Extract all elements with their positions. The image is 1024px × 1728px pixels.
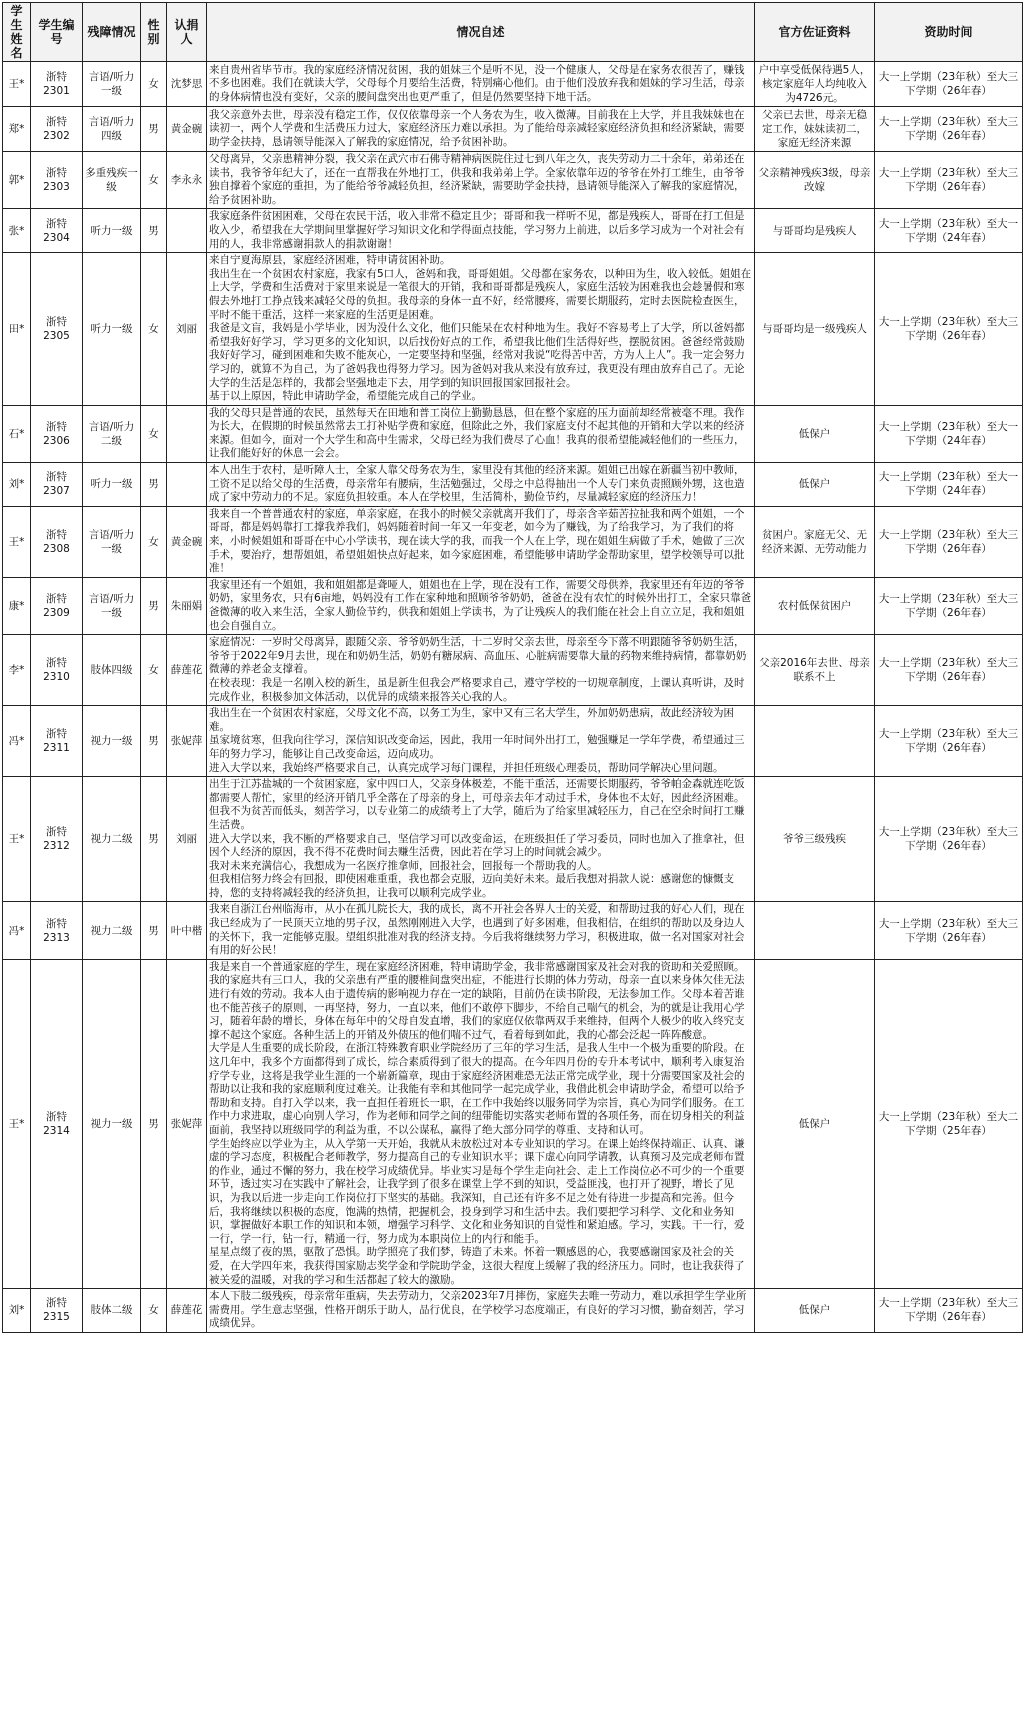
description-paragraph: 我的父母只是普通的农民，虽然每天在田地和普工岗位上勤勤恳恳，但在整个家庭的压力面前却经常被毫不理。我作为长大，在假期的时候虽然常去工打补贴学费和家庭，但除此之外，我们家庭支付不起其他的开销和大学以来的经济来源。但如今，面对一个大学生和高中生需求，父母已经为我们费尽了心血！我真的很希望能减轻他们的一些压力，让我们能好好的休息一会会。 bbox=[209, 406, 745, 460]
donor-name: 黄金碗 bbox=[167, 506, 207, 577]
self-description bbox=[207, 62, 755, 107]
description-paragraph: 家庭情况：一岁时父母离异，跟随父亲、爷爷奶奶生活，十二岁时父亲去世，母亲至今下落不明跟随爷爷奶奶生活，爷爷于2022年9月去世，现在和奶奶生活，奶奶有糖尿病、高血压、心脏病需要靠大量的药物来维持病情，都靠奶奶微薄的养老金支撑着。 bbox=[209, 636, 747, 676]
official-proof: 父亲精神残疾3级，母亲改嫁 bbox=[755, 152, 875, 209]
official-proof: 户中享受低保待遇5人，核定家庭年人均纯收入为4726元。 bbox=[755, 62, 875, 107]
header-donor: 认捐人 bbox=[167, 3, 207, 62]
official-proof: 父亲2016年去世、母亲联系不上 bbox=[755, 635, 875, 706]
donor-name bbox=[167, 209, 207, 253]
self-description bbox=[207, 463, 755, 507]
official-proof: 爷爷三级残疾 bbox=[755, 777, 875, 902]
table-row bbox=[3, 152, 1023, 209]
funding-period: 大一上学期（23年秋）至大三下学期（26年春） bbox=[875, 777, 1023, 902]
student-id: 浙特2304 bbox=[31, 209, 83, 253]
donor-name bbox=[167, 405, 207, 462]
funding-period: 大一上学期（23年秋）至大三下学期（26年春） bbox=[875, 902, 1023, 959]
description-paragraph: 星星点缀了夜的黑，驱散了恐惧。助学照亮了我们梦，铸造了未来。怀着一颗感恩的心，我要感谢国家及社会的关爱，在大学四年来，我获得国家励志奖学金和学院助学金，这很大程度上缓解了我的经济压力。同时，也让我获得了被关爱的温暖，对我的学习和生活都起了较大的激励。 bbox=[209, 1246, 745, 1286]
disability-status: 肢体二级 bbox=[83, 1289, 141, 1333]
official-proof: 低保户 bbox=[755, 463, 875, 507]
gender: 男 bbox=[141, 902, 167, 959]
student-name: 李* bbox=[3, 635, 31, 706]
funding-period: 大一上学期（23年秋）至大三下学期（26年春） bbox=[875, 152, 1023, 209]
description-paragraph: 我来自一个普普通农村的家庭，单亲家庭，在我小的时候父亲就离开我们了，母亲含辛茹苦拉扯我和两个姐姐，一个哥哥，都是妈妈靠打工撑我养我们，妈妈随着时间一年又一年变老，如今为了赚钱，为了给我学习，为了我们的将来，小时候姐姐和哥哥在中心小学读书，现在读大学的我，而我一个人在上学，现在姐姐生病做了手术，她做了三次手术，要治疗，想帮姐姐，希望姐姐快点好起来，如今家庭困难，希望能够申请助学金帮助家里，望学校领导可以批准！ bbox=[209, 507, 745, 575]
student-name: 王* bbox=[3, 959, 31, 1288]
self-description bbox=[207, 405, 755, 462]
donor-name: 薛莲花 bbox=[167, 635, 207, 706]
self-description bbox=[207, 902, 755, 959]
student-id: 浙特2308 bbox=[31, 506, 83, 577]
disability-status: 视力二级 bbox=[83, 777, 141, 902]
official-proof: 低保户 bbox=[755, 959, 875, 1288]
self-description bbox=[207, 635, 755, 706]
sponsorship-table bbox=[2, 2, 1023, 1333]
student-id: 浙特2303 bbox=[31, 152, 83, 209]
gender: 男 bbox=[141, 777, 167, 902]
self-description bbox=[207, 577, 755, 634]
description-paragraph: 我来自浙江台州临海市，从小在孤儿院长大，我的成长，离不开社会各界人士的关爱，和帮助过我的好心人们，现在我已经成为了一民顶天立地的男子汉，虽然刚刚进入大学，也遇到了好多困难，但我相信，在组织的帮助以及身边人的关怀下，我一定能够克服。望组织批准对我的经济支持。今后我将继续努力学习，积极进取，做一名对国家对社会有用的好公民！ bbox=[209, 903, 745, 957]
official-proof: 与哥哥均是残疾人 bbox=[755, 209, 875, 253]
table-row bbox=[3, 253, 1023, 406]
disability-status: 言语/听力四级 bbox=[83, 107, 141, 152]
self-description bbox=[207, 209, 755, 253]
gender: 女 bbox=[141, 635, 167, 706]
table-row bbox=[3, 62, 1023, 107]
disability-status: 多重残疾一级 bbox=[83, 152, 141, 209]
self-description bbox=[207, 959, 755, 1288]
description-paragraph: 来自宁夏海原县，家庭经济困难，特申请贫困补助。 bbox=[209, 254, 451, 267]
student-id: 浙特2315 bbox=[31, 1289, 83, 1333]
description-paragraph: 进入大学以来，我始终严格要求自己，认真完成学习每门课程，并担任班级心理委员，帮助同学解决心里问题。 bbox=[209, 761, 724, 774]
table-row bbox=[3, 209, 1023, 253]
donor-name bbox=[167, 463, 207, 507]
table-row bbox=[3, 706, 1023, 777]
table-row bbox=[3, 107, 1023, 152]
donor-name: 张妮萍 bbox=[167, 959, 207, 1288]
official-proof bbox=[755, 902, 875, 959]
table-row bbox=[3, 1289, 1023, 1333]
funding-period: 大一上学期（23年秋）至大一下学期（24年春） bbox=[875, 405, 1023, 462]
self-description bbox=[207, 777, 755, 902]
disability-status: 视力一级 bbox=[83, 706, 141, 777]
table-row bbox=[3, 405, 1023, 462]
header-funding-period: 资助时间 bbox=[875, 3, 1023, 62]
header-official-proof: 官方佐证资料 bbox=[755, 3, 875, 62]
gender: 男 bbox=[141, 463, 167, 507]
funding-period: 大一上学期（23年秋）至大三下学期（26年春） bbox=[875, 62, 1023, 107]
funding-period: 大一上学期（23年秋）至大三下学期（26年春） bbox=[875, 1289, 1023, 1333]
gender: 男 bbox=[141, 107, 167, 152]
disability-status: 视力一级 bbox=[83, 959, 141, 1288]
funding-period: 大一上学期（23年秋）至大二下学期（25年春） bbox=[875, 959, 1023, 1288]
funding-period: 大一上学期（23年秋）至大三下学期（26年春） bbox=[875, 107, 1023, 152]
description-paragraph: 本人出生于农村，是听障人士，全家人靠父母务农为生，家里没有其他的经济来源。姐姐已出嫁在新疆当初中教师，工资不足以给父母的生活费，母亲常年有腰病，生活勉强过，父母之中总得抽出一个人专门来负责照顾外甥，这也造成了家中劳动力的不足。家庭负担较重。本人在学校里，生活简朴，勤俭节约，尽量减轻家庭的经济压力！ bbox=[209, 464, 745, 504]
student-id: 浙特2312 bbox=[31, 777, 83, 902]
student-id: 浙特2307 bbox=[31, 463, 83, 507]
student-name: 王* bbox=[3, 777, 31, 902]
description-paragraph: 来自贵州省毕节市。我的家庭经济情况贫困，我的姐妹三个是听不见，没一个健康人，父母是在家务农很苦了，赚钱不多也困难。我们在就读大学，父母每个月要给生活费，特别痛心他们。由于他们没放弃我和姐妹的学习生活，母亲的身体病情也没有变好，父亲的腰间盘突出也更严重了，但是仍然要坚持下地干活。 bbox=[209, 63, 745, 103]
official-proof: 农村低保贫困户 bbox=[755, 577, 875, 634]
official-proof: 低保户 bbox=[755, 405, 875, 462]
description-paragraph: 出生于江苏盐城的一个贫困家庭，家中四口人，父亲身体极差，不能干重活，还需要长期服药，爷爷帕金森就连吃饭都需要人帮忙，家里的经济开销几乎全落在了母亲的身上，可母亲去年才动过手术，身体也不太好，因此经济困难。 bbox=[209, 778, 745, 804]
funding-period: 大一上学期（23年秋）至大三下学期（26年春） bbox=[875, 506, 1023, 577]
description-paragraph: 我出生在一个贫困农村家庭，父母文化不高，以务工为生，家中又有三名大学生，外加奶奶患病，故此经济较为困难。 bbox=[209, 707, 734, 733]
funding-period: 大一上学期（23年秋）至大三下学期（26年春） bbox=[875, 706, 1023, 777]
description-paragraph: 我父亲意外去世，母亲没有稳定工作，仅仅依靠母亲一个人务农为生，收入微薄。目前我在上大学，并且我妹妹也在读初一，两个人学费和生活费压力过大，家庭经济压力难以承担。为了能给母亲减轻家庭经济负担和经济紧缺，需要助学金扶持，恳请领导能深入了解我的家庭情况，给予贫困补助。 bbox=[209, 108, 745, 148]
description-paragraph: 我家里还有一个姐姐，我和姐姐都是聋哑人，姐姐也在上学，现在没有工作，需要父母供养，我家里还有年迈的爷爷奶奶，家里务农，只有6亩地，妈妈没有工作在家种地和照顾爷爷奶奶，爸爸在没有农忙的时候外出打工，全家只靠爸爸微薄的收入来生活，全家人勤俭节约，供我和姐姐上学读书，为了让残疾人的我们能在社会上自立立足，我和姐姐也会自强自立。 bbox=[209, 578, 752, 632]
student-id: 浙特2314 bbox=[31, 959, 83, 1288]
table-body bbox=[3, 62, 1023, 1333]
official-proof: 贫困户。家庭无父、无经济来源、无劳动能力 bbox=[755, 506, 875, 577]
donor-name: 张妮萍 bbox=[167, 706, 207, 777]
gender: 女 bbox=[141, 152, 167, 209]
disability-status: 言语/听力一级 bbox=[83, 506, 141, 577]
gender: 男 bbox=[141, 577, 167, 634]
table-row bbox=[3, 902, 1023, 959]
self-description bbox=[207, 107, 755, 152]
donor-name: 刘丽 bbox=[167, 777, 207, 902]
student-name: 郭* bbox=[3, 152, 31, 209]
student-name: 冯* bbox=[3, 902, 31, 959]
header-description: 情况自述 bbox=[207, 3, 755, 62]
funding-period: 大一上学期（23年秋）至大一下学期（24年春） bbox=[875, 209, 1023, 253]
funding-period: 大一上学期（23年秋）至大三下学期（26年春） bbox=[875, 253, 1023, 406]
disability-status: 听力一级 bbox=[83, 463, 141, 507]
self-description bbox=[207, 253, 755, 406]
donor-name: 李永永 bbox=[167, 152, 207, 209]
student-id: 浙特2311 bbox=[31, 706, 83, 777]
donor-name: 朱丽娟 bbox=[167, 577, 207, 634]
table-row bbox=[3, 506, 1023, 577]
gender: 男 bbox=[141, 959, 167, 1288]
description-paragraph: 虽家境贫寒，但我向往学习，深信知识改变命运，因此，我用一年时间外出打工，勉强赚足一学年学费，希望通过三年的努力学习，能够让自己改变命运，迈向成功。 bbox=[209, 734, 745, 760]
description-paragraph: 但我相信努力终会有回报，即使困难重重，我也都会克服，迈向美好未来。最后我想对捐款人说：感谢您的慷慨支持，您的支持将减轻我的经济负担，让我可以顺利完成学业。 bbox=[209, 873, 734, 899]
disability-status: 言语/听力一级 bbox=[83, 577, 141, 634]
header-row bbox=[3, 3, 1023, 62]
table-row bbox=[3, 577, 1023, 634]
gender: 男 bbox=[141, 706, 167, 777]
disability-status: 肢体四级 bbox=[83, 635, 141, 706]
gender: 女 bbox=[141, 506, 167, 577]
gender: 女 bbox=[141, 405, 167, 462]
description-paragraph: 学生始终应以学业为主，从入学第一天开始，我就从未放松过对本专业知识的学习。在课上始终保持端正、认真、谦虚的学习态度，积极配合老师教学，努力提高自己的专业知识水平；课下虚心向同学请教，认真预习及完成老师布置的作业，通过不懈的努力，我在校学习成绩优异。毕业实习是每个学生走向社会、走上工作岗位必不可少的一个重要环节，透过实习在实践中了解社会，让我学到了很多在课堂上学不到的知识，受益匪浅，也打开了视野，增长了见识，为我以后进一步走向工作岗位打下坚实的基础。我深知，自己还有许多不足之处有待进一步提高和完善。但今后，我将继续以积极的态度，饱满的热情，把握机会，投身到学习和生活中去。我们要把学习科学、文化和业务知识，掌握做好本职工作的知识和本领，增强学习科学、文化和业务知识的自觉性和紧迫感。学习，实践。干一行，爱一行，学一行，钻一行，精通一行，努力成为本职岗位上的内行和能手。 bbox=[209, 1137, 745, 1245]
table-row bbox=[3, 463, 1023, 507]
disability-status: 视力二级 bbox=[83, 902, 141, 959]
official-proof: 与哥哥均是一级残疾人 bbox=[755, 253, 875, 406]
student-name: 刘* bbox=[3, 463, 31, 507]
donor-name: 刘丽 bbox=[167, 253, 207, 406]
student-id: 浙特2309 bbox=[31, 577, 83, 634]
table-row bbox=[3, 635, 1023, 706]
donor-name: 黄金碗 bbox=[167, 107, 207, 152]
student-id: 浙特2302 bbox=[31, 107, 83, 152]
student-name: 石* bbox=[3, 405, 31, 462]
disability-status: 言语/听力一级 bbox=[83, 62, 141, 107]
self-description bbox=[207, 1289, 755, 1333]
funding-period: 大一上学期（23年秋）至大三下学期（26年春） bbox=[875, 577, 1023, 634]
student-id: 浙特2306 bbox=[31, 405, 83, 462]
self-description bbox=[207, 706, 755, 777]
description-paragraph: 我爸是文盲，我妈是小学毕业，因为没什么文化，他们只能呆在农村种地为生。我好不容易考上了大学，所以爸妈都希望我好好学习，学习更多的文化知识，以后找份好点的工作，希望我比他们生活得好些，摆脱贫困。爸爸经常鼓励我好好学习，碰到困难和失败不能灰心，一定要坚持和坚强，经常对我说“吃得苦中苦，方为人上人”。我一定会努力学习的，就算不为自己，为了爸妈我也得努力学习。因为爸妈对我从来没有放弃过，我更没有理由放弃自己了。无论大学的生活是怎样的，我都会坚强地走下去，用学到的知识回报国家回报社会。 bbox=[209, 322, 745, 389]
student-name: 冯* bbox=[3, 706, 31, 777]
student-name: 刘* bbox=[3, 1289, 31, 1333]
description-paragraph: 我家庭条件贫困困难，父母在农民干活，收入非常不稳定且少；哥哥和我一样听不见，都是残疾人，哥哥在打工但是收入少，希望我在大学期间里掌握好学习知识文化和学得面点技能，学习努力上前进，以后多学习成为一个对社会有用的人，我非常感谢捐款人的捐款谢谢！ bbox=[209, 210, 745, 250]
student-name: 王* bbox=[3, 62, 31, 107]
description-paragraph: 我对未来充满信心，我想成为一名医疗推拿师，回报社会，回报每一个帮助我的人。 bbox=[209, 859, 598, 872]
description-paragraph: 在校表现：我是一名刚入校的新生，虽是新生但我会严格要求自己，遵守学校的一切规章制度，上课认真听讲，及时完成作业，积极参加文体活动，以优异的成绩来报答关心我的人。 bbox=[209, 676, 745, 703]
description-paragraph: 进入大学以来，我不断的严格要求自己，坚信学习可以改变命运，在班级担任了学习委员，同时也加入了推拿社，但因个人经济的原因，我不得不花费时间去赚生活费，因此若在学习上的时间就会减少。 bbox=[209, 832, 745, 859]
student-name: 康* bbox=[3, 577, 31, 634]
description-paragraph: 大学是人生重要的成长阶段，在浙江特殊教育职业学院经历了三年的学习生活，是我人生中一个极为重要的阶段。在这几年中，我多个方面都得到了成长，综合素质得到了很大的提高。在今年四月份的专升本考试中，顺利考入康复治疗学专业，这将是我学业生涯的一个崭新篇章，现由于家庭经济困难恐无法正常完成学业，现十分需要国家及社会的帮助以让我和我的家庭顺利度过难关。让我能有幸和其他同学一起完成学业，我借此机会申请助学金，希望可以给予帮助和支持。自打入学以来，我一直担任着班长一职，在工作中我始终以服务同学为宗旨，真心为同学们服务。在工作中力求进取，虚心向别人学习，作为老师和同学之间的纽带能切实落实老师布置的各项任务，而在切身相关的利益面前，我坚持以班级同学的利益为重，不以公谋私，赢得了绝大部分同学的尊重、支持和认可。 bbox=[209, 1042, 745, 1136]
description-paragraph: 我是来自一个普通家庭的学生，现在家庭经济困难，特申请助学金，我非常感谢国家及社会对我的资助和关爱照顾。我的家庭共有三口人，我的父亲患有严重的腰椎间盘突出症，不能进行长期的体力劳动，母亲一直以来身体欠佳无法进行有效的劳动。我本人由于遗传病的影响视力存在一定的缺陷，目前仍在读书阶段，无法参加工作。父母本着苦谁也不能苦孩子的原则，一再坚持，努力，一直以来，他们不敢停下脚步，不给自己喘气的机会，为的就是让我用心学习，随着年龄的增长，身体在每年中的父母自发直增，我们的家庭仅依靠两双手来维持，但两个人极少的收入终究支撑不起这个家庭。各种生活上的开销及外债压的他们喘不过气，看着每到如此，我的心都会泛起一阵阵酸意。 bbox=[209, 960, 745, 1041]
description-paragraph: 基于以上原因，特此申请助学金，希望能完成自己的学业。 bbox=[209, 390, 482, 403]
student-id: 浙特2313 bbox=[31, 902, 83, 959]
student-name: 郑* bbox=[3, 107, 31, 152]
header-student-name: 学生姓名 bbox=[3, 3, 31, 62]
self-description bbox=[207, 152, 755, 209]
funding-period: 大一上学期（23年秋）至大一下学期（24年春） bbox=[875, 463, 1023, 507]
disability-status: 听力一级 bbox=[83, 253, 141, 406]
gender: 女 bbox=[141, 253, 167, 406]
student-name: 王* bbox=[3, 506, 31, 577]
donor-name: 沈梦思 bbox=[167, 62, 207, 107]
table-row bbox=[3, 777, 1023, 902]
student-name: 田* bbox=[3, 253, 31, 406]
description-paragraph: 但我不为贫苦而低头，刻苦学习，以专业第二的成绩考上了大学，随后为了给家里减轻压力，自己在空余时间打工赚生活费。 bbox=[209, 805, 745, 831]
disability-status: 言语/听力二级 bbox=[83, 405, 141, 462]
student-id: 浙特2310 bbox=[31, 635, 83, 706]
donor-name: 薛莲花 bbox=[167, 1289, 207, 1333]
disability-status: 听力一级 bbox=[83, 209, 141, 253]
self-description bbox=[207, 506, 755, 577]
description-paragraph: 本人下肢二级残疾，母亲常年重病，失去劳动力，父亲2023年7月摔伤，家庭失去唯一劳动力，难以承担学生学业所需费用。学生意志坚强，性格开朗乐于助人，品行优良，在学校学习态度端正，有良好的学习习惯，勤奋刻苦，学习成绩优异。 bbox=[209, 1290, 747, 1330]
header-gender: 性别 bbox=[141, 3, 167, 62]
student-name: 张* bbox=[3, 209, 31, 253]
official-proof bbox=[755, 706, 875, 777]
gender: 男 bbox=[141, 209, 167, 253]
header-disability: 残障情况 bbox=[83, 3, 141, 62]
description-paragraph: 我出生在一个贫困农村家庭，我家有5口人，爸妈和我，哥哥姐姐。父母都在家务农，以种田为生，收入较低。姐姐在上大学，学费和生活费对于家里来说是一笔很大的开销，我和哥哥都是残疾人，家庭生活较为困难我也会趁暑假和寒假去外地打工挣点钱来减轻父母的负担。我母亲的身体一直不好，经常腰疼，需要长期服药，定时去医院检查医生，平时不能干重活，这样一来家庭的生活更是困难。 bbox=[209, 267, 752, 321]
official-proof: 父亲已去世，母亲无稳定工作，妹妹读初二，家庭无经济来源 bbox=[755, 107, 875, 152]
header-student-id: 学生编号 bbox=[31, 3, 83, 62]
official-proof: 低保户 bbox=[755, 1289, 875, 1333]
funding-period: 大一上学期（23年秋）至大三下学期（26年春） bbox=[875, 635, 1023, 706]
gender: 女 bbox=[141, 62, 167, 107]
table-row bbox=[3, 959, 1023, 1288]
gender: 女 bbox=[141, 1289, 167, 1333]
student-id: 浙特2301 bbox=[31, 62, 83, 107]
donor-name: 叶中楷 bbox=[167, 902, 207, 959]
student-id: 浙特2305 bbox=[31, 253, 83, 406]
description-paragraph: 父母离异，父亲患精神分裂，我父亲在武穴市石佛寺精神病医院住过七到八年之久，丧失劳动力二十余年，弟弟还在读书，我爷爷年纪大了，还在一直帮我在外地打工，供我和我弟弟上学。全家依靠年迈的爷爷在外打工维生，由爷爷独自撑着个家庭的重担，为了能给爷爷减轻负担，经济紧缺，需要助学金扶持，恳请领导能深入了解我的家庭情况，给予贫困补助。 bbox=[209, 153, 745, 206]
